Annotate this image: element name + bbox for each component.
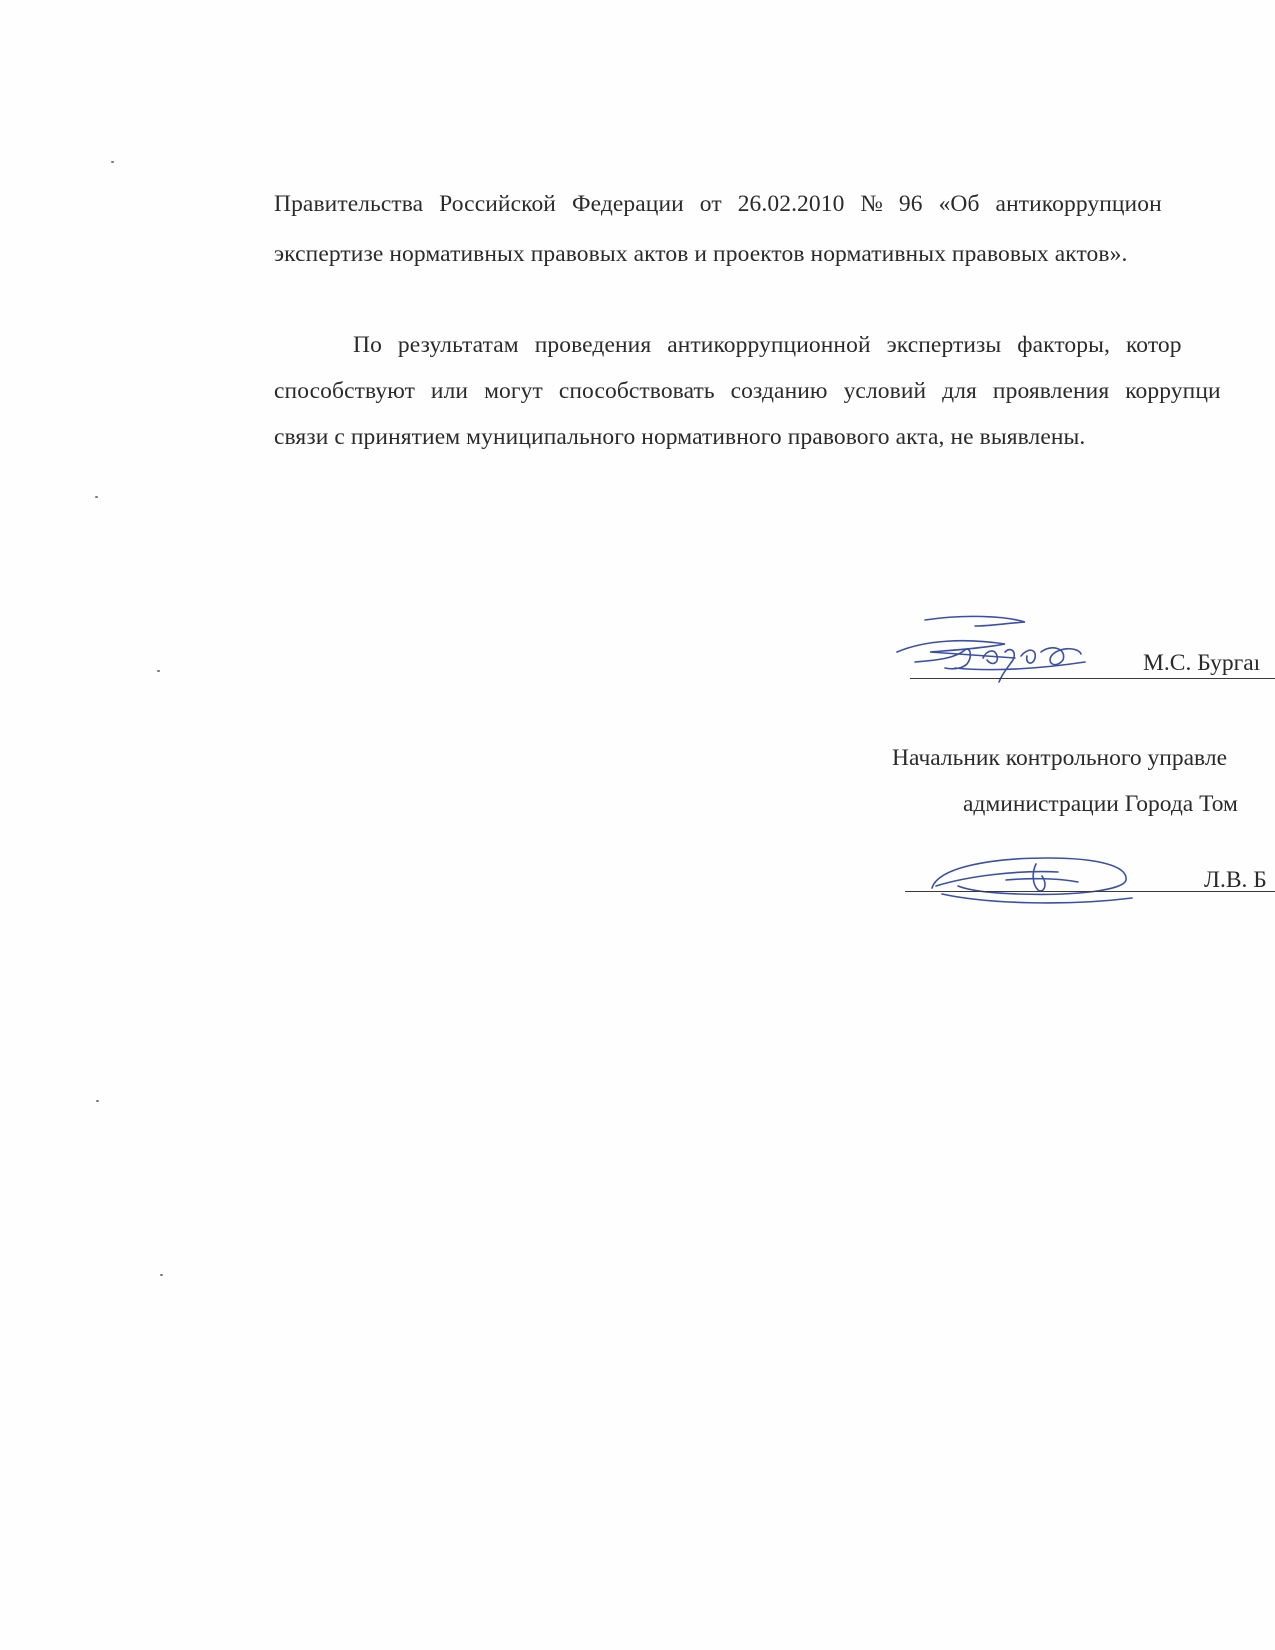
scan-speck xyxy=(160,1274,163,1276)
paragraph-2-line-3: связи с принятием муниципального нормативного правового акта, не выявлены. xyxy=(274,424,1086,450)
paragraph-2-line-1: По результатам проведения антикоррупционной экспертизы факторы, котор xyxy=(353,332,1182,358)
signature-1-name: М.С. Бургаı xyxy=(1143,650,1261,676)
scan-speck xyxy=(95,496,98,498)
paragraph-1-line-1: Правительства Российской Федерации от 26.02.2010 № 96 «Об антикоррупцион xyxy=(274,191,1162,217)
paragraph-2-line-2: способствуют или могут способствовать созданию условий для проявления коррупци xyxy=(274,378,1221,404)
signature-2-name: Л.В. Б xyxy=(1204,867,1267,893)
signatory-title-line-2: администрации Города Том xyxy=(963,791,1238,817)
signatory-title-line-1: Начальник контрольного управле xyxy=(892,745,1228,771)
scan-speck xyxy=(157,670,160,672)
handwritten-signature-2 xyxy=(928,850,1188,920)
scan-speck xyxy=(96,1100,99,1102)
signature-1-underline xyxy=(910,678,1275,679)
scan-speck xyxy=(111,161,114,163)
paragraph-1-line-2: экспертизе нормативных правовых актов и проектов нормативных правовых актов». xyxy=(274,241,1128,267)
handwritten-signature-1 xyxy=(895,612,1115,692)
